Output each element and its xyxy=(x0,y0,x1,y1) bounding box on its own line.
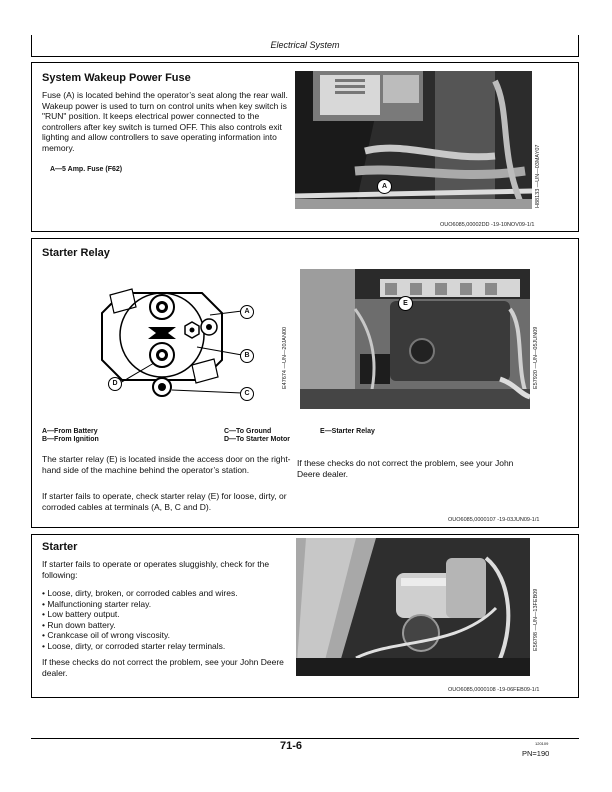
body-text: If starter fails to operate or operates sluggishly, check for the following: xyxy=(42,559,270,580)
legend-item: B—From Ignition xyxy=(42,436,99,443)
image-id: E57920 —UN—05JUN09 xyxy=(533,326,539,389)
body-text: Fuse (A) is located behind the operator’s seat along the rear wall. Wakeup power is used to turn on control units when key switch is "RUN" position. It keeps electrical power connected to the controllers after key switch is turned OFF. This also controls exit lighting and allow controllers to save operating information into memory. xyxy=(42,90,288,153)
legend-item: C—To Ground xyxy=(224,428,272,435)
list-item: • Run down battery. xyxy=(42,620,292,631)
diagram-label-b: B xyxy=(240,349,254,363)
list-item: • Malfunctioning starter relay. xyxy=(42,599,292,610)
reference-code: OUO6085,00002DD -19-10NOV09-1/1 xyxy=(440,222,535,228)
list-item: • Loose, dirty, broken, or corroded cables and wires. xyxy=(42,588,292,599)
legend-item: E—Starter Relay xyxy=(320,428,375,435)
footer-rule xyxy=(31,738,579,739)
section-starter-relay xyxy=(31,238,579,528)
legend-item: A—5 Amp. Fuse (F62) xyxy=(50,166,123,173)
pn-number: PN=190 xyxy=(522,749,550,758)
image-id: E47674 —UN—20JAN00 xyxy=(282,326,288,389)
image-id: H88133 —UN—03MAY07 xyxy=(535,144,541,208)
section-title: Starter xyxy=(42,541,78,553)
legend-item: A—From Battery xyxy=(42,428,98,435)
section-title: Starter Relay xyxy=(42,247,110,259)
image-id: E56798 —UN—13FEB09 xyxy=(533,588,539,651)
callout-e: E xyxy=(398,296,413,311)
section-starter xyxy=(31,534,579,698)
fuse-photo xyxy=(295,71,532,209)
body-text: If these checks do not correct the problem, see your John Deere dealer. xyxy=(297,458,514,479)
list-item: • Crankcase oil of wrong viscosity. xyxy=(42,630,292,641)
body-text: If starter fails to operate, check starter relay (E) for loose, dirty, or corroded cables at terminals (A, B, C and D). xyxy=(42,491,287,512)
list-item: • Low battery output. xyxy=(42,609,292,620)
footer-code: 120109 xyxy=(535,741,549,746)
reference-code: OUO6085,0000107 -19-03JUN09-1/1 xyxy=(448,517,540,523)
section-title: System Wakeup Power Fuse xyxy=(42,72,191,84)
list-item: • Loose, dirty, or corroded starter relay terminals. xyxy=(42,641,292,652)
body-text: The starter relay (E) is located inside the access door on the right-hand side of the machine behind the operator’s station. xyxy=(42,454,291,475)
callout-a: A xyxy=(377,179,392,194)
legend-item: D—To Starter Motor xyxy=(224,436,290,443)
starter-photo xyxy=(296,538,530,676)
section-fuse xyxy=(31,62,579,232)
diagram-label-d: D xyxy=(108,377,122,391)
page-number: 71-6 xyxy=(280,740,303,752)
header-title: Electrical System xyxy=(270,40,340,50)
relay-photo xyxy=(300,269,530,409)
relay-diagram xyxy=(92,285,267,415)
diagram-label-c: C xyxy=(240,387,254,401)
body-text: If these checks do not correct the problem, see your John Deere dealer. xyxy=(42,657,284,678)
reference-code: OUO6085,0000108 -19-06FEB09-1/1 xyxy=(448,687,540,693)
check-list xyxy=(42,588,292,652)
diagram-label-a: A xyxy=(240,305,254,319)
